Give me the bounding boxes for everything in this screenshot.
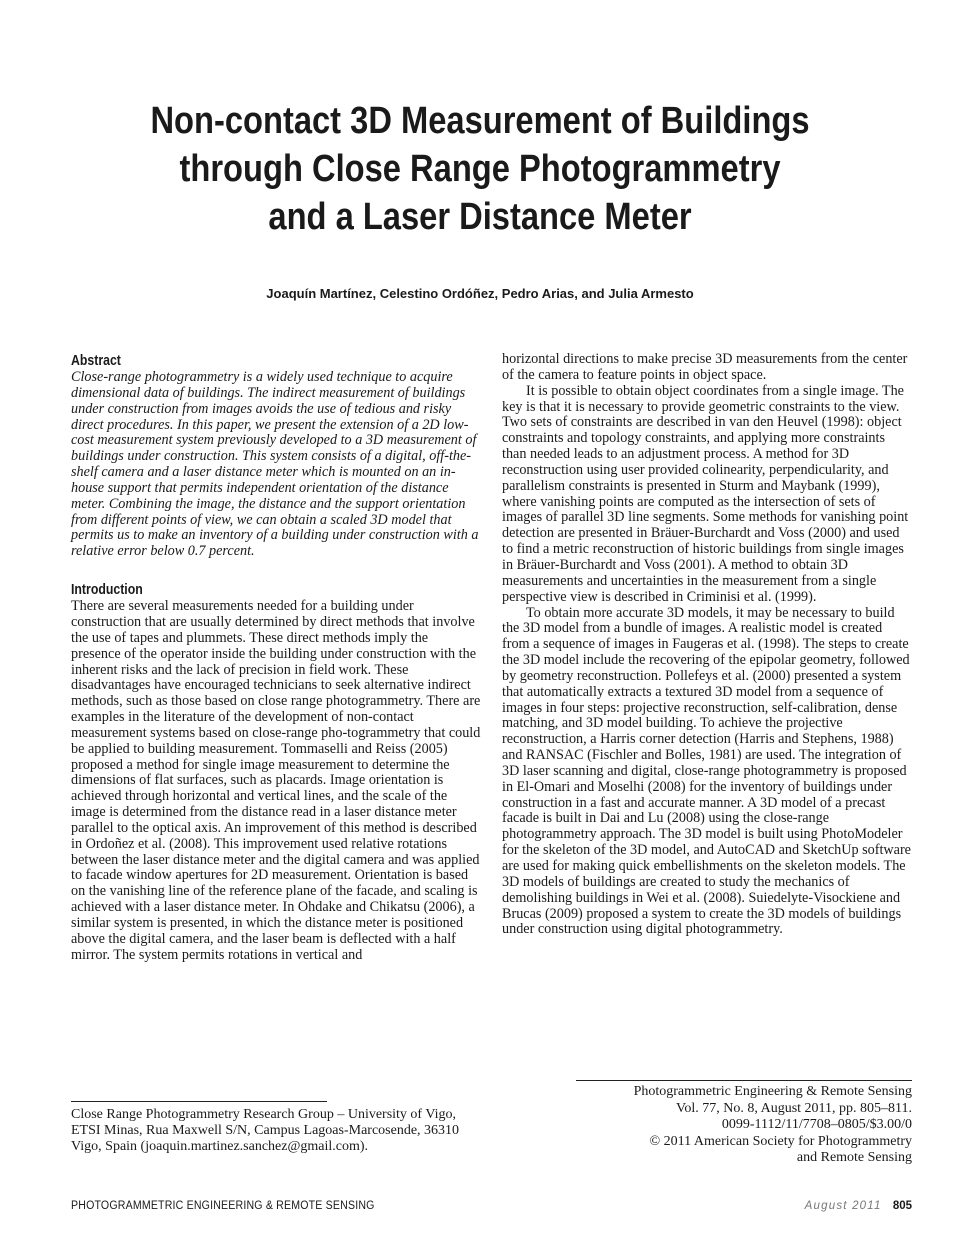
title-line-1: Non-contact 3D Measurement of Buildings xyxy=(150,100,810,142)
footer-page-info xyxy=(805,1200,912,1212)
title-line-3: and a Laser Distance Meter xyxy=(268,196,692,238)
left-column xyxy=(71,352,481,964)
abstract-heading: Abstract xyxy=(71,352,121,369)
body-paragraph: To obtain more accurate 3D models, it may be necessary to build the 3D model from a bundle of images. A realistic model is created from a sequence of images in Faugeras et al. (1998). The steps to create the 3D model include the recovering of the epipolar geometry, followed by geometry reconstruction. Pollefeys et al. (2000) presented a system that automatically extracts a textured 3D model from a sequence of images in four steps: projective reconstruction, self-calibration, dense matching, and 3D model building. To achieve the projective reconstruction, a Harris corner detection (Harris and Stephens, 1988) and RANSAC (Fischler and Bolles, 1981) are used. The integration of 3D laser scanning and digital, close-range photogrammetry is proposed in El-Omari and Moselhi (2008) for the inventory of buildings under construction in a fast and accurate manner. A 3D model of a precast facade is built in Dai and Lu (2008) using the close-range photogrammetry approach. The 3D model is built using PhotoModeler for the skeleton of the 3D model, and AutoCAD and SketchUp software are used for making quick embellishments on the skeleton models. The 3D models of buildings are created to study the mechanics of demolishing buildings in Wei et al. (2008). Suiedelyte-Visockiene and Brucas (2009) proposed a system to create the 3D models of buildings under construction using digital photogrammetry. xyxy=(502,604,911,938)
body-paragraph: horizontal directions to make precise 3D measurements from the center of the camera to feature points in object space. xyxy=(502,351,908,383)
title-line-2: through Close Range Photogrammetry xyxy=(179,148,781,190)
journal-copyright: © 2011 American Society for Photogrammetry xyxy=(649,1133,912,1149)
journal-info xyxy=(492,1084,912,1167)
journal-name: Photogrammetric Engineering & Remote Sensing xyxy=(633,1084,912,1099)
journal-code: 0099-1112/11/7708–0805/$3.00/0 xyxy=(721,1117,912,1132)
paper-title xyxy=(119,97,841,241)
right-column xyxy=(502,352,912,938)
introduction-paragraph: There are several measurements needed for a building under construction that are usually determined by direct methods that involve the use of tapes and plummets. These direct methods imply the presence of the operator inside the building under construction with the inherent risks and the lack of precision in field work. These disadvantages have encouraged technicians to seek alternative indirect methods, such as those based on close range photogrammetry. There are examples in the literature of the development of non-contact measurement systems based on close-range pho-togrammetry that could be applied to building measurement. Tommaselli and Reiss (2005) proposed a method for single image measurement to determine the dimensions of flat surfaces, such as placards. Image orientation is achieved through horizontal and vertical lines, and the scale of the image is determined from the distance read in a laser distance meter parallel to the optical axis. An improvement of this method is described in Ordoñez et al. (2008). This improvement used relative rotations between the laser distance meter and the digital camera and was applied to facade window apertures for 2D measurement. Orientation is based on the vanishing line of the reference plane of the facade, and scaling is achieved with a laser distance meter. In Ohdake and Chikatsu (2006), a similar system is presented, in which the distance meter is positioned above the digital camera, and the laser beam is deflected with a half mirror. The system permits rotations in vertical and xyxy=(71,598,481,963)
introduction-heading: Introduction xyxy=(71,581,143,599)
page-number: 805 xyxy=(892,1200,912,1212)
footer-journal-name: PHOTOGRAMMETRIC ENGINEERING & REMOTE SENSING xyxy=(71,1200,375,1212)
body-paragraph: It is possible to obtain object coordinates from a single image. The key is that it is necessary to provide geometric constraints to the view. Two sets of constraints are described in van den Heuvel (1998): object constraints and topology constraints, and applying more constraints than needed leads to an adjustment process. A method for 3D reconstruction using user provided colinearity, perpendicularity, and parallelism constraints is presented in Sturm and Maybank (1999), where vanishing points are computed as the intersection of sets of images of parallel 3D line segments. Some methods for vanishing point detection are presented in Bräuer-Burchardt and Voss (2000) and used to find a metric reconstruction of historic buildings from single images in Bräuer-Burchardt and Voss (2001). A method to obtain 3D measurements and uncertainties in the measurement from a single perspective view is described in Criminisi et al. (1999). xyxy=(502,382,909,605)
author-list: Joaquín Martínez, Celestino Ordóñez, Pedro Arias, and Julia Armesto xyxy=(266,286,694,301)
journal-copyright-cont: and Remote Sensing xyxy=(796,1150,912,1165)
journal-rule xyxy=(576,1080,912,1081)
affiliation-footnote: Close Range Photogrammetry Research Group – University of Vigo, ETSI Minas, Rua Maxwell S/N, Campus Lagoas-Marcosende, 36310 Vigo, Spain (joaquin.martinez.sanchez@gmail.com). xyxy=(71,1107,460,1154)
journal-volume: Vol. 77, No. 8, August 2011, pp. 805–811. xyxy=(676,1100,912,1116)
footer-date: August 2011 xyxy=(804,1200,882,1212)
footnote-rule xyxy=(71,1101,327,1102)
abstract-text: Close-range photogrammetry is a widely used technique to acquire dimensional data of buildings. The indirect measurement of buildings under construction from images avoids the use of tedious and risky direct procedures. In this paper, we present the extension of a 2D low-cost measurement system previously developed to a 3D measurement of buildings under construction. This system consists of a digital, off-the-shelf camera and a laser distance meter which is mounted on an in-house support that permits independent orientation of the distance meter. Combining the image, the distance and the support orientation from different points of view, we can obtain a scaled 3D model that permits us to make an inventory of a building under construction with a relative error below 0.7 percent. xyxy=(71,369,479,560)
